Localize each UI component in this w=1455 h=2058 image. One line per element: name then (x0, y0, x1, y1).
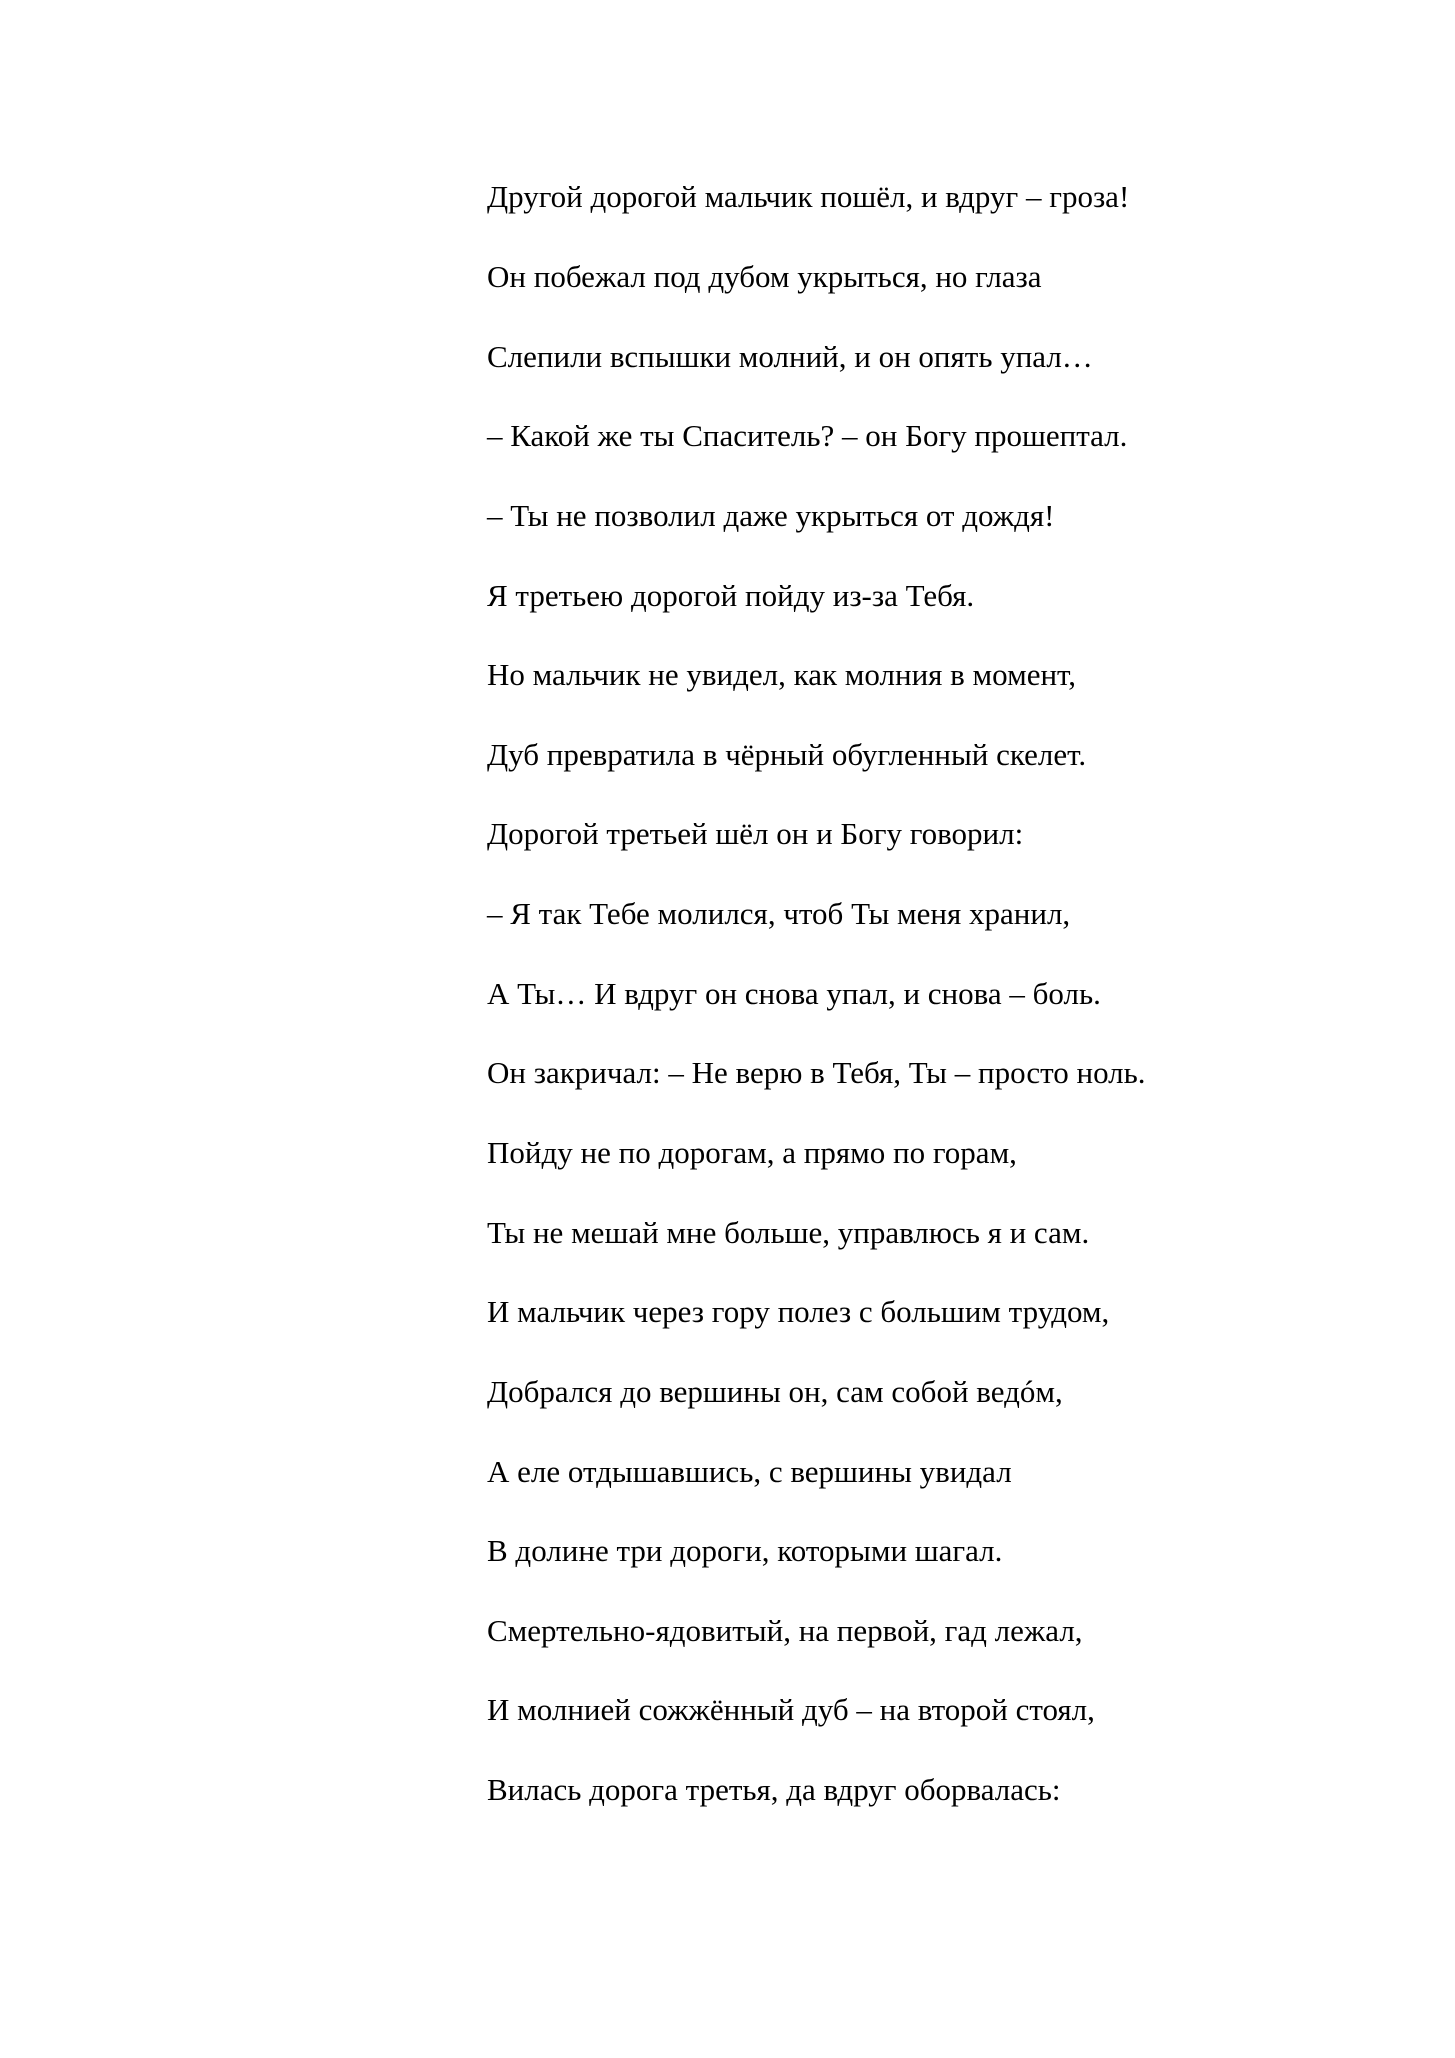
poem-line: Смертельно-ядовитый, на первой, гад лежал, (487, 1613, 1083, 1648)
poem-line: Дорогой третьей шёл он и Богу говорил: (487, 816, 1024, 851)
poem-line: Я третьею дорогой пойду из-за Тебя. (487, 578, 975, 613)
poem-line: Слепили вспышки молний, и он опять упал… (487, 339, 1093, 374)
poem-line: Дуб превратила в чёрный обугленный скелет. (487, 737, 1087, 772)
poem-line: Добрался до вершины он, сам собой ведóм, (487, 1374, 1063, 1409)
poem-line: Вилась дорога третья, да вдруг оборвалась: (487, 1772, 1061, 1807)
poem-line: И мальчик через гору полез с большим трудом, (487, 1294, 1110, 1329)
poem-line: Другой дорогой мальчик пошёл, и вдруг – гроза! (487, 179, 1130, 214)
poem-line: И молнией сожжённый дуб – на второй стоял, (487, 1692, 1095, 1727)
poem-line: А Ты… И вдруг он снова упал, и снова – боль. (487, 976, 1101, 1011)
poem-line: Ты не мешай мне больше, управлюсь я и сам. (487, 1215, 1090, 1250)
poem-line: – Я так Тебе молился, чтоб Ты меня хранил, (487, 896, 1071, 931)
poem-line: – Ты не позволил даже укрыться от дождя! (487, 498, 1055, 533)
poem-line: В долине три дороги, которыми шагал. (487, 1533, 1003, 1568)
poem-line: Он побежал под дубом укрыться, но глаза (487, 259, 1042, 294)
poem-line: Он закричал: – Не верю в Тебя, Ты – просто ноль. (487, 1055, 1146, 1090)
poem-line: – Какой же ты Спаситель? – он Богу прошептал. (487, 418, 1128, 453)
poem-line: Пойду не по дорогам, а прямо по горам, (487, 1135, 1017, 1170)
poem-line: Но мальчик не увидел, как молния в момент, (487, 657, 1077, 692)
poem-line: А еле отдышавшись, с вершины увидал (487, 1454, 1012, 1489)
